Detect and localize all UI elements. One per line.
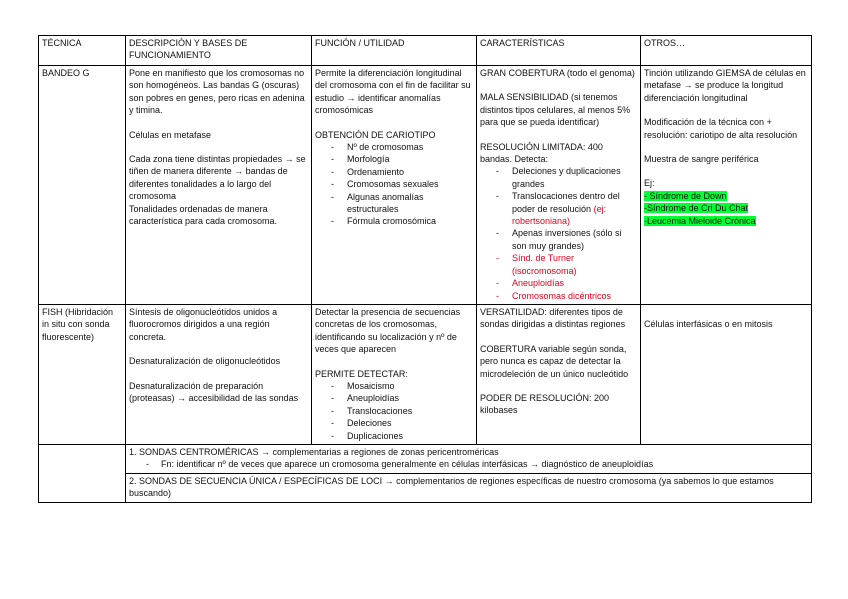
list-item-red-note: (ej: robertsoniana) [512,203,607,227]
fish-otros: Células interfásicas o en mitosis [644,318,773,329]
techniques-table [38,35,812,503]
bandeo-function-list [315,141,473,228]
list-item: - Duplicaciones [315,430,473,442]
header-row [39,36,812,66]
sondas-centromericas: 1. SONDAS CENTROMÉRICAS → complementarias a regiones de zonas pericentroméricas [129,446,499,457]
bandeo-function [312,66,477,305]
bandeo-cobertura: GRAN COBERTURA (todo el genoma) [480,68,635,78]
list-item: - Deleciones [315,417,473,429]
list-item: - Morfología [315,153,473,165]
list-item: - Translocaciones [315,405,473,417]
bandeo-desc-1: Pone en manifiesto que los cromosomas no son homogéneos. Las bandas G (oscuras) son pobres en genes, pero ricas en adenina y timina. [129,68,305,116]
fish-others [641,304,812,444]
fish-row [39,304,812,444]
list-item-text: Translocaciones dentro del poder de resolución [512,191,620,214]
bandeo-description [126,66,312,305]
fish-cobertura: COBERTURA variable según sonda, pero nunca es capaz de detectar la microdeleción de un único nucleótido [480,343,629,379]
sondas-secuencia-row [39,473,812,502]
list-item: - Apenas inversiones (sólo si son muy grandes) [480,227,637,252]
sondas-secuencia-cell [126,473,812,502]
sondas-centromericas-cell [126,444,812,473]
sondas-centromericas-sub: - Fn: identificar nº de veces que aparece un cromosoma generalmente en células interfásicas → diagnóstico de aneuploidías [129,458,808,470]
fish-function-intro: Detectar la presencia de secuencias concretas de los cromosomas, identificando su localización y nº de veces que aparecen [315,306,461,355]
bandeo-muestra: Muestra de sangre periférica [644,154,759,165]
bandeo-desc-3: Cada zona tiene distintas propiedades → se tiñen de manera diferente → bandas de diferentes tonalidades a lo largo del cromosoma [129,154,306,202]
list-item-red: - Cromosomas dicéntricos [480,290,637,302]
bandeo-row [39,66,812,305]
bandeo-function-intro: Permite la diferenciación longitudinal del cromosoma con el fin de facilitar su estudio → identificar anomalías cromosómicas [315,68,471,116]
list-item: - Aneuploidías [315,392,473,404]
fish-desc-3: Desnaturalización de preparación (proteasas) → accesibilidad de las sondas [129,380,299,403]
bandeo-resolucion: RESOLUCIÓN LIMITADA: 400 bandas. Detecta: [480,141,603,165]
header-caracteristicas: CARACTERÍSTICAS [477,36,641,66]
fish-function [312,304,477,444]
list-item: - Deleciones y duplicaciones grandes [480,165,637,190]
header-descripcion: DESCRIPCIÓN Y BASES DE FUNCIONAMIENTO [126,36,312,66]
list-item: - Cromosomas sexuales [315,178,473,190]
bandeo-obtencion-title: OBTENCIÓN DE CARIOTIPO [315,129,436,140]
highlight-down: - Síndrome de Down [644,190,727,201]
list-item [480,190,637,227]
list-item: - Fórmula cromosómica [315,215,473,227]
bandeo-modificacion: Modificación de la técnica con + resolución: cariotipo de alta resolución [644,117,798,140]
list-item: - Nº de cromosomas [315,141,473,153]
list-item: - Ordenamiento [315,166,473,178]
fish-desc-2: Desnaturalización de oligonucleótidos [129,356,281,367]
fish-function-list [315,380,473,442]
fish-resolucion: PODER DE RESOLUCIÓN: 200 kilobases [480,392,610,416]
bandeo-ej: Ej: [644,178,655,189]
fish-technique: FISH (Hibridación in situ con sonda fluorescente) [39,304,126,444]
list-item-red: - Aneuploidías [480,277,637,289]
list-item-red: - Sínd. de Turner (isocromosoma) [480,252,637,277]
fish-description [126,304,312,444]
header-otros: OTROS… [641,36,812,66]
highlight-cri-du-chat: -Síndrome de Cri Du Chat [644,203,749,214]
list-item: - Algunas anomalías estructurales [315,191,473,216]
header-funcion: FUNCIÓN / UTILIDAD [312,36,477,66]
bandeo-detecta-list [480,165,637,301]
highlight-leucemia: -Leucemia Mieloide Crónica [644,215,756,226]
sondas-centromericas-row [39,444,812,473]
blank-cell [39,473,126,502]
bandeo-characteristics [477,66,641,305]
fish-permite-title: PERMITE DETECTAR: [315,368,408,379]
fish-desc-1: Síntesis de oligonucleótidos unidos a fluorocromos dirigidos a una región concreta. [129,306,278,342]
fish-versatilidad: VERSATILIDAD: diferentes tipos de sondas dirigidas a distintas regiones [480,306,626,330]
header-tecnica: TÉCNICA [39,36,126,66]
bandeo-desc-4: Tonalidades ordenadas de manera característica para cada cromosoma. [129,203,278,227]
bandeo-tincion: Tinción utilizando GIEMSA de células en metafase → se produce la longitud diferenciación longitudinal [644,68,806,103]
fish-characteristics [477,304,641,444]
bandeo-sensibilidad: MALA SENSIBILIDAD (si tenemos distintos tipos celulares, al menos 5% para que se pueda identificar) [480,92,631,128]
list-item: - Mosaicismo [315,380,473,392]
blank-cell [39,444,126,473]
sondas-secuencia-unica: 2. SONDAS DE SECUENCIA ÚNICA / ESPECÍFICAS DE LOCI → complementarios de regiones específicas de nuestro cromosoma (ya sabemos lo que estamos buscando) [129,475,774,499]
bandeo-desc-2: Células en metafase [129,129,212,140]
bandeo-others [641,66,812,305]
bandeo-technique: BANDEO G [39,66,126,305]
